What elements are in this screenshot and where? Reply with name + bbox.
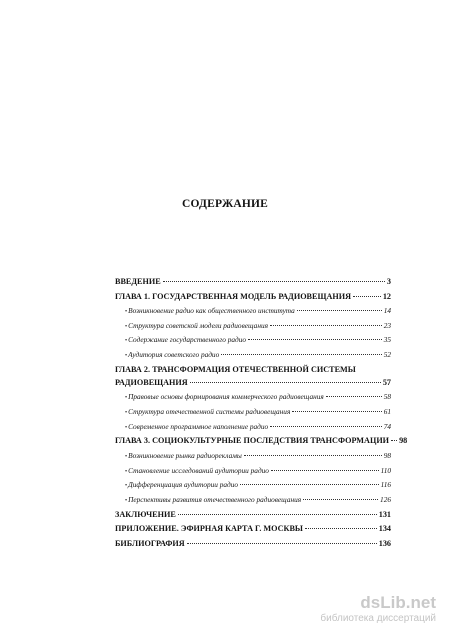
toc-page-number: 136 bbox=[378, 538, 391, 548]
toc-chapter-row[interactable] bbox=[115, 278, 391, 286]
dot-leader bbox=[305, 528, 377, 529]
toc-page-number: 134 bbox=[378, 524, 391, 534]
dot-leader bbox=[187, 543, 377, 544]
toc-heading-line: ГЛАВА 2. ТРАНСФОРМАЦИЯ ОТЕЧЕСТВЕННОЙ СИСТЕМЫ bbox=[115, 364, 356, 374]
watermark-logo-lib: Lib bbox=[380, 593, 406, 612]
toc-subsection-row[interactable] bbox=[115, 393, 391, 401]
dot-leader bbox=[303, 499, 378, 500]
dot-leader bbox=[221, 354, 381, 355]
dot-leader bbox=[271, 470, 379, 471]
toc-subsection-row[interactable] bbox=[115, 452, 391, 460]
watermark-logo-net: .net bbox=[405, 593, 436, 612]
toc-entry-title: РАДИОВЕЩАНИЯ bbox=[115, 377, 188, 387]
toc-entry-title: Возникновение радио как общественного института bbox=[128, 306, 295, 315]
watermark-subtitle: библиотека диссертаций bbox=[320, 613, 436, 624]
bullet-icon: • bbox=[125, 468, 128, 475]
bullet-icon: • bbox=[125, 453, 128, 460]
dot-leader bbox=[292, 411, 381, 412]
toc-page-number: 57 bbox=[382, 377, 391, 387]
bullet-icon: • bbox=[125, 338, 128, 345]
watermark-logo-ds: ds bbox=[360, 593, 381, 612]
bullet-icon: • bbox=[125, 424, 128, 431]
toc-subsection-row[interactable] bbox=[115, 408, 391, 416]
toc-page-number: 110 bbox=[380, 465, 391, 475]
dot-leader bbox=[248, 339, 382, 340]
watermark bbox=[320, 594, 436, 624]
toc-page-number: 74 bbox=[383, 421, 391, 431]
toc-entry-title: Содержание государственного радио bbox=[128, 335, 247, 345]
toc-page-number: 58 bbox=[383, 392, 391, 402]
toc-chapter-row[interactable] bbox=[115, 436, 408, 446]
toc-entry-title: Перспективы развития отечественного радиовещания bbox=[128, 495, 302, 504]
toc-subsection-row[interactable] bbox=[115, 336, 391, 344]
dot-leader bbox=[270, 426, 382, 427]
dot-leader bbox=[270, 325, 382, 326]
toc-entry-title: Возникновение рынка радиорекламы bbox=[128, 450, 242, 460]
toc-subsection-row[interactable] bbox=[115, 307, 391, 315]
toc-entry-title: ГЛАВА 1. ГОСУДАРСТВЕННАЯ МОДЕЛЬ РАДИОВЕЩАНИЯ bbox=[115, 291, 352, 301]
toc-page-number: 23 bbox=[383, 320, 391, 330]
toc-page-number: 12 bbox=[382, 291, 391, 301]
toc-entry-title: Становление исследований аудитории радио bbox=[128, 465, 269, 475]
dot-leader bbox=[190, 382, 381, 383]
toc-subsection-row[interactable] bbox=[115, 351, 391, 359]
bullet-icon: • bbox=[125, 498, 128, 504]
toc-subsection-row[interactable] bbox=[115, 481, 391, 489]
toc-entry-title: Аудитория советского радио bbox=[128, 350, 220, 360]
toc-chapter-row[interactable] bbox=[115, 511, 391, 519]
toc-subsection-row[interactable] bbox=[115, 322, 391, 330]
toc-chapter-row[interactable] bbox=[115, 293, 391, 301]
toc-entry-title: ВВЕДЕНИЕ bbox=[115, 277, 161, 286]
toc-page-number: 116 bbox=[380, 480, 391, 490]
bullet-icon: • bbox=[125, 395, 128, 402]
toc-page-number: 98 bbox=[399, 436, 408, 446]
dot-leader bbox=[353, 296, 381, 297]
page-title: СОДЕРЖАНИЕ bbox=[181, 198, 269, 210]
toc-chapter-row[interactable] bbox=[115, 379, 391, 387]
dot-leader bbox=[244, 455, 382, 456]
toc-entry-title: Структура советской модели радиовещания bbox=[128, 320, 268, 330]
toc-entry-title: БИБЛИОГРАФИЯ bbox=[115, 538, 185, 548]
bullet-icon: • bbox=[125, 353, 128, 360]
toc-entry-title: Дифференциация аудитории радио bbox=[128, 480, 239, 490]
dot-leader bbox=[297, 310, 382, 311]
dot-leader bbox=[178, 514, 377, 515]
dot-leader bbox=[326, 396, 382, 397]
toc-entry-title: Структура отечественной системы радиовещания bbox=[128, 407, 291, 416]
toc-subsection-row[interactable] bbox=[115, 467, 391, 475]
toc-entry-title: ГЛАВА 3. СОЦИОКУЛЬТУРНЫЕ ПОСЛЕДСТВИЯ ТРАНСФОРМАЦИИ bbox=[115, 436, 390, 446]
dot-leader bbox=[163, 281, 385, 282]
toc-page-number: 98 bbox=[383, 450, 391, 460]
toc-page-number: 126 bbox=[380, 495, 391, 504]
toc-page-number: 52 bbox=[383, 350, 391, 360]
bullet-icon: • bbox=[125, 309, 128, 315]
toc-entry-title: Правовые основы формирования коммерческого радиовещания bbox=[128, 392, 324, 402]
toc-entry-title: Современное программное наполнение радио bbox=[128, 421, 269, 431]
toc-page-number: 14 bbox=[383, 306, 391, 315]
dot-leader bbox=[240, 484, 379, 485]
toc-subsection-row[interactable] bbox=[115, 423, 391, 431]
toc-page-number: 3 bbox=[386, 277, 391, 286]
bullet-icon: • bbox=[125, 410, 128, 416]
dot-leader bbox=[391, 440, 397, 441]
bullet-icon: • bbox=[125, 483, 128, 490]
toc-chapter-row[interactable] bbox=[115, 540, 391, 548]
toc-chapter-row[interactable] bbox=[115, 525, 391, 533]
toc-page-number: 131 bbox=[378, 509, 391, 519]
bullet-icon: • bbox=[125, 323, 128, 330]
toc-subsection-row[interactable] bbox=[115, 496, 391, 504]
toc-entry-title: ПРИЛОЖЕНИЕ. ЭФИРНАЯ КАРТА Г. МОСКВЫ bbox=[115, 524, 303, 534]
toc-page-number: 61 bbox=[383, 407, 391, 416]
toc-page-number: 35 bbox=[383, 335, 391, 345]
watermark-logo bbox=[320, 594, 436, 611]
toc-entry-title: ЗАКЛЮЧЕНИЕ bbox=[115, 509, 176, 519]
